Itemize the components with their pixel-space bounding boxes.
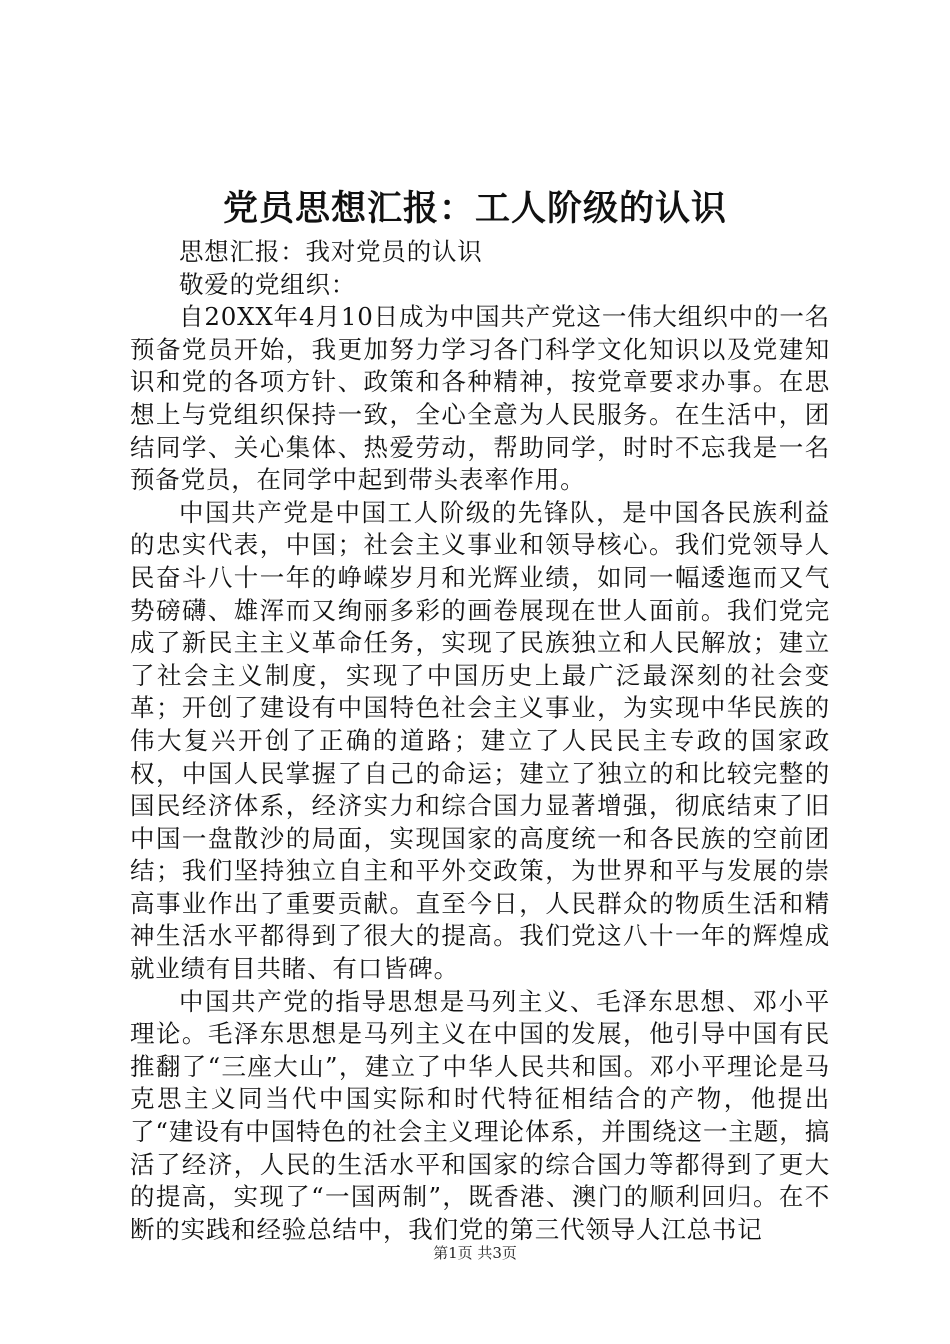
paragraph-3: 中国共产党的指导思想是马列主义、毛泽东思想、邓小平理论。毛泽东思想是马列主义在中国的发展，他引导中国有民推翻了“三座大山”，建立了中华人民共和国。邓小平理论是马克思主义同当代中国实际和时代特征相结合的产物，他提出了“建设有中国特色的社会主义理论体系，并围绕这一主题，搞活了经济，人民的生活水平和国家的综合国力等都得到了更大的提高，实现了“一国两制”，既香港、澳门的顺利回归。在不断的实践和经验总结中，我们党的第三代领导人江总书记 (130, 986, 830, 1244)
document-subtitle: 思想汇报：我对党员的认识 (179, 237, 483, 266)
document-title: 党员思想汇报：工人阶级的认识 (222, 188, 727, 229)
page-footer: 第1页 共3页 (433, 1244, 517, 1262)
paragraph-1: 自20XX年4月10日成为中国共产党这一伟大组织中的一名预备党员开始，我更加努力学习各门科学文化知识以及党建知识和党的各项方针、政策和各种精神，按党章要求办事。在思想上与党组织保持一致，全心全意为人民服务。在生活中，团结同学、关心集体、热爱劳动，帮助同学，时时不忘我是一名预备党员，在同学中起到带头表率作用。 (130, 302, 830, 495)
salutation: 敬爱的党组织： (179, 269, 357, 299)
document-body (130, 236, 830, 1246)
paragraph-2: 中国共产党是中国工人阶级的先锋队，是中国各民族利益的忠实代表，中国；社会主义事业和领导核心。我们党领导人民奋斗八十一年的峥嵘岁月和光辉业绩，如同一幅逶迤而又气势磅礴、雄浑而又绚丽多彩的画卷展现在世人面前。我们党完成了新民主主义革命任务，实现了民族独立和人民解放；建立了社会主义制度，实现了中国历史上最广泛最深刻的社会变革；开创了建设有中国特色社会主义事业，为实现中华民族的伟大复兴开创了正确的道路；建立了人民民主专政的国家政权，中国人民掌握了自己的命运；建立了独立的和比较完整的国民经济体系，经济实力和综合国力显著增强，彻底结束了旧中国一盘散沙的局面，实现国家的高度统一和各民族的空前团结；我们坚持独立自主和平外交政策，为世界和平与发展的崇高事业作出了重要贡献。直至今日，人民群众的物质生活和精神生活水平都得到了很大的提高。我们党这八十一年的辉煌成就业绩有目共睹、有口皆碑。 (130, 497, 830, 984)
